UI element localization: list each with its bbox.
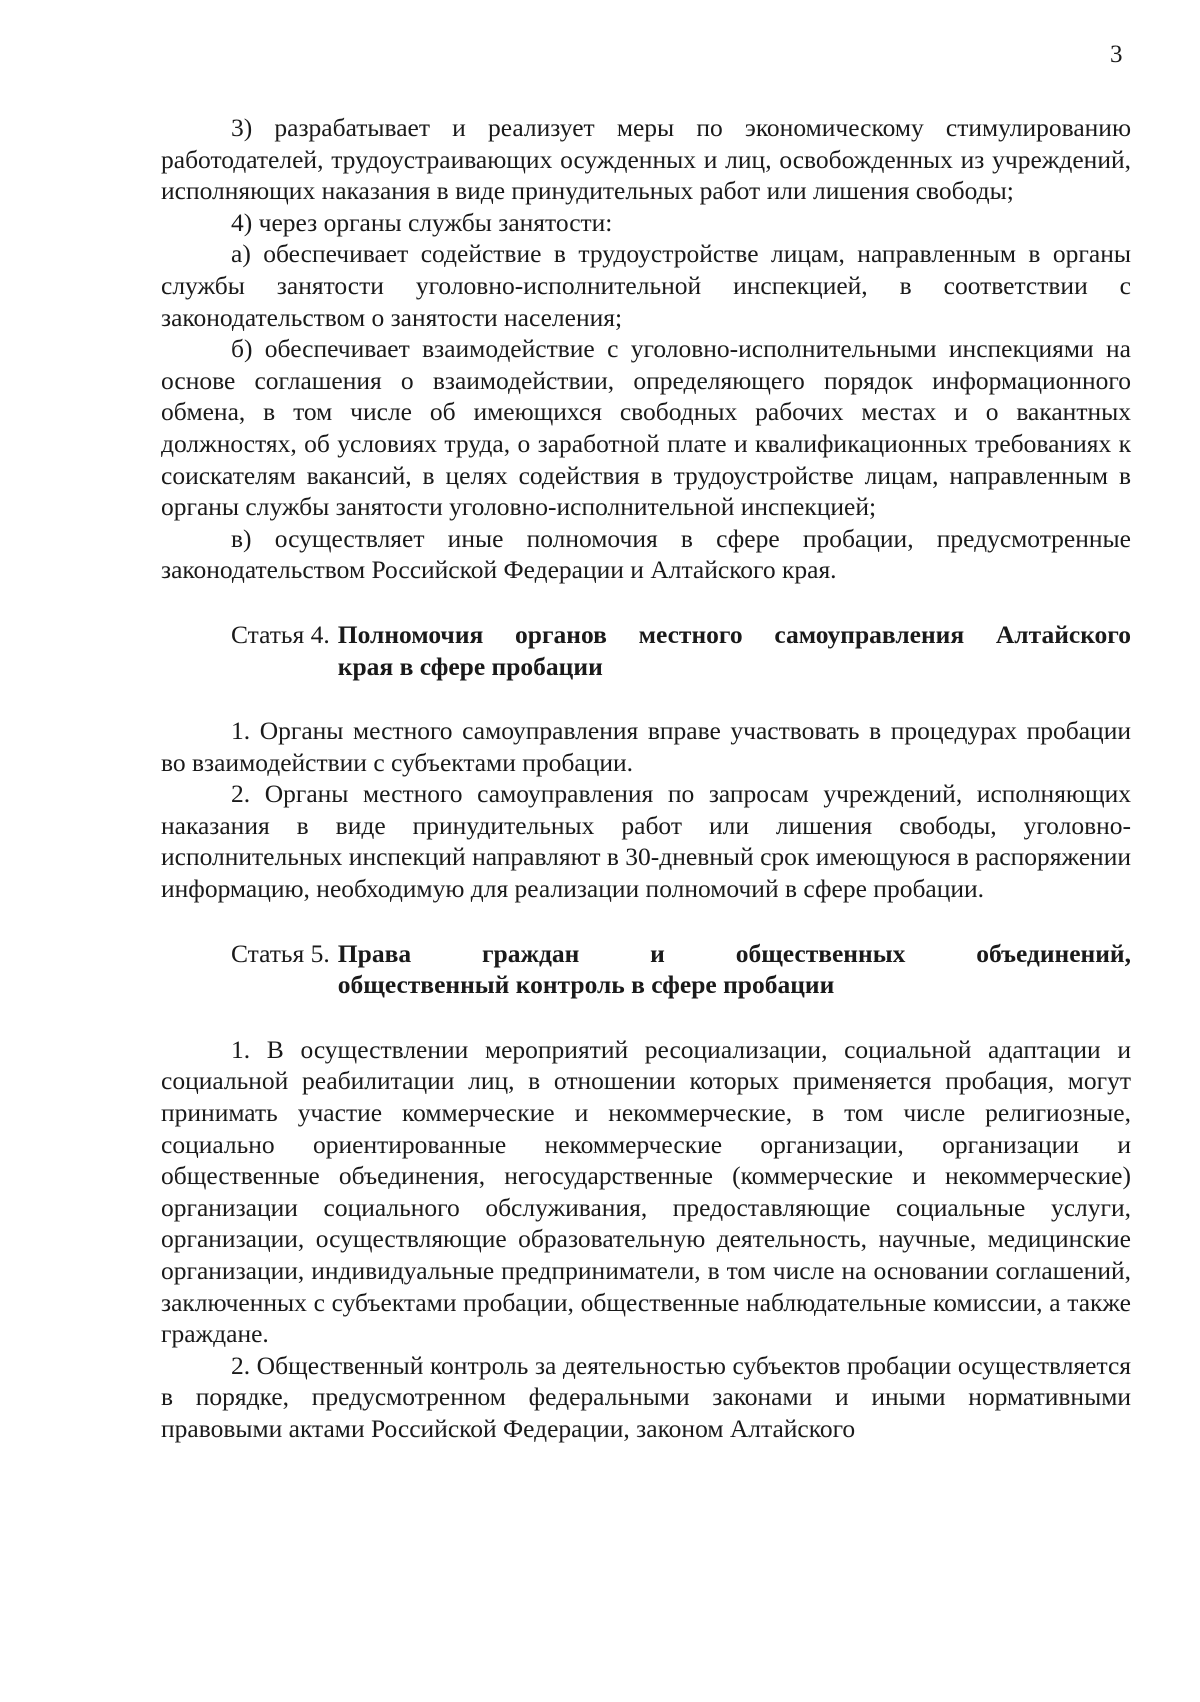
article-5-title: [338, 938, 1131, 1001]
article-4-paragraph-2: 2. Органы местного самоуправления по запросам учреждений, исполняющих наказания в виде принудительных работ или лишения свободы, уголовно-исполнительных инспекций направляют в 30-дневный срок имеющуюся в распоряжении информацию, необходимую для реализации полномочий в сфере пробации.: [161, 779, 1131, 904]
article-5-paragraph-2: 2. Общественный контроль за деятельностью субъектов пробации осуществляется в порядке, предусмотренном федеральными законами и иными нормативными правовыми актами Российской Федерации, законом Алтайского: [161, 1350, 1131, 1443]
article-5-title-line2: общественный контроль в сфере пробации: [337, 970, 835, 1000]
article-4-title: [338, 619, 1131, 682]
article-4-paragraph-1: 1. Органы местного самоуправления вправе участвовать в процедурах пробации во взаимодействии с субъектами пробации.: [161, 716, 1131, 777]
paragraph-subitem-b: б) обеспечивает взаимодействие с уголовно-исполнительными инспекциями на основе соглашения о взаимодействии, определяющего порядок информационного обмена, в том числе об имеющихся свободных рабочих местах и о вакантных должностях, об условиях труда, о заработной плате и квалификационных требованиях к соискателям вакансий, в целях содействия в трудоустройстве лицам, направленным в органы службы занятости уголовно-исполнительной инспекцией;: [161, 334, 1131, 522]
article-5-heading: [161, 938, 1131, 1001]
article-5-paragraph-1: 1. В осуществлении мероприятий ресоциализации, социальной адаптации и социальной реабилитации лиц, в отношении которых применяется пробация, могут принимать участие коммерческие и некоммерческие, в том числе религиозные, социально ориентированные некоммерческие организации, организации и общественные объединения, негосударственные (коммерческие и некоммерческие) организации социального обслуживания, предоставляющие социальные услуги, организации, осуществляющие образовательную деятельность, научные, медицинские организации, индивидуальные предприниматели, в том числе на основании соглашений, заключенных с субъектами пробации, общественные наблюдательные комиссии, а также граждане.: [161, 1034, 1131, 1349]
paragraph-subitem-v: в) осуществляет иные полномочия в сфере пробации, предусмотренные законодательством Российской Федерации и Алтайского края.: [161, 523, 1131, 585]
article-4-heading: [161, 619, 1131, 682]
article-4-title-line2: края в сфере пробации: [337, 651, 603, 681]
page-number: 3: [1110, 41, 1123, 68]
document-body: [161, 112, 1131, 1445]
paragraph-item-4: 4) через органы службы занятости:: [231, 207, 613, 237]
article-4-label: Статья 4.: [231, 619, 330, 649]
paragraph-subitem-a: а) обеспечивает содействие в трудоустройстве лицам, направленным в органы службы занятости уголовно-исполнительной инспекцией, в соответствии с законодательством о занятости населения;: [161, 239, 1131, 332]
article-5-label: Статья 5.: [231, 938, 330, 968]
article-4-title-line1: Полномочия органов местного самоуправления Алтайского: [337, 619, 1131, 649]
paragraph-item-3: 3) разрабатывает и реализует меры по экономическому стимулированию работодателей, трудоустраивающих осужденных и лиц, освобожденных из учреждений, исполняющих наказания в виде принудительных работ или лишения свободы;: [161, 113, 1131, 206]
article-5-title-line1: Права граждан и общественных объединений,: [337, 938, 1131, 968]
